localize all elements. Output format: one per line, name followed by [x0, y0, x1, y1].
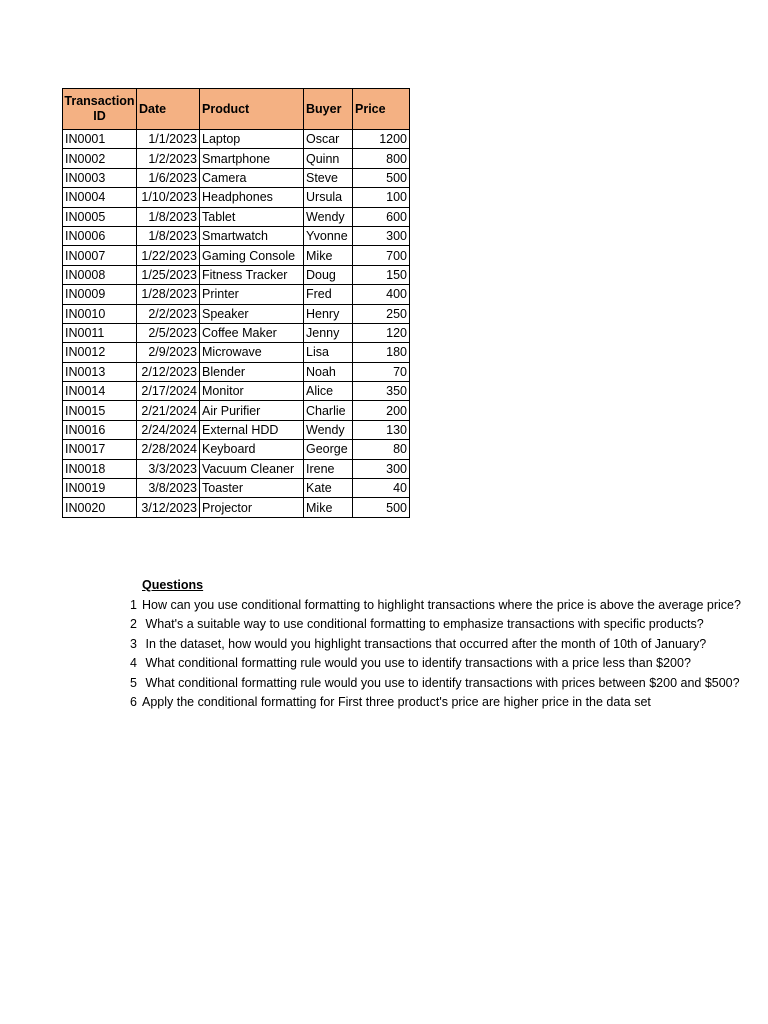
cell-product[interactable]: Vacuum Cleaner — [200, 459, 304, 478]
header-price[interactable]: Price — [353, 89, 410, 130]
cell-product[interactable]: Smartphone — [200, 149, 304, 168]
transactions-table — [62, 88, 410, 518]
cell-product[interactable]: Speaker — [200, 304, 304, 323]
cell-price[interactable]: 1200 — [353, 130, 410, 149]
table-row — [63, 420, 410, 439]
cell-buyer[interactable]: Alice — [304, 382, 353, 401]
cell-transaction-id[interactable]: IN0017 — [63, 440, 137, 459]
cell-price[interactable]: 120 — [353, 323, 410, 342]
cell-price[interactable]: 130 — [353, 420, 410, 439]
cell-price[interactable]: 400 — [353, 285, 410, 304]
questions-title[interactable]: Questions — [142, 578, 204, 592]
cell-buyer[interactable]: Jenny — [304, 323, 353, 342]
question-text[interactable]: How can you use conditional formatting to highlight transactions where the price is above the average price? — [142, 597, 741, 612]
question-text[interactable]: In the dataset, how would you highlight transactions that occurred after the month of 10th of January? — [142, 636, 707, 651]
table-row — [63, 479, 410, 498]
table-row — [63, 362, 410, 381]
cell-date[interactable]: 2/9/2023 — [137, 343, 200, 362]
table-row — [63, 459, 410, 478]
table-row — [63, 304, 410, 323]
cell-price[interactable]: 500 — [353, 168, 410, 187]
cell-buyer[interactable]: Quinn — [304, 149, 353, 168]
cell-buyer[interactable]: Fred — [304, 285, 353, 304]
cell-transaction-id[interactable]: IN0001 — [63, 130, 137, 149]
question-row — [130, 674, 740, 694]
cell-price[interactable]: 80 — [353, 440, 410, 459]
cell-product[interactable]: External HDD — [200, 420, 304, 439]
cell-transaction-id[interactable]: IN0009 — [63, 285, 137, 304]
table-row — [63, 382, 410, 401]
cell-price[interactable]: 500 — [353, 498, 410, 517]
cell-date[interactable]: 1/22/2023 — [137, 246, 200, 265]
question-list — [130, 596, 741, 713]
cell-product[interactable]: Tablet — [200, 207, 304, 226]
cell-price[interactable]: 40 — [353, 479, 410, 498]
question-text[interactable]: What conditional formatting rule would you use to identify transactions with prices between $200 and $500? — [142, 675, 740, 690]
cell-product[interactable]: Gaming Console — [200, 246, 304, 265]
cell-transaction-id[interactable]: IN0008 — [63, 265, 137, 284]
header-transaction-id[interactable]: TransactionID — [63, 89, 137, 130]
cell-buyer[interactable]: Mike — [304, 246, 353, 265]
question-text[interactable]: What's a suitable way to use conditional formatting to emphasize transactions with specific products? — [142, 617, 704, 631]
cell-product[interactable]: Blender — [200, 362, 304, 381]
table-row — [63, 401, 410, 420]
cell-buyer[interactable]: Steve — [304, 168, 353, 187]
cell-price[interactable]: 70 — [353, 362, 410, 381]
cell-date[interactable]: 1/8/2023 — [137, 226, 200, 245]
cell-date[interactable]: 1/6/2023 — [137, 168, 200, 187]
cell-transaction-id[interactable]: IN0005 — [63, 207, 137, 226]
cell-product[interactable]: Printer — [200, 285, 304, 304]
cell-price[interactable]: 150 — [353, 265, 410, 284]
cell-product[interactable]: Monitor — [200, 382, 304, 401]
table-row — [63, 207, 410, 226]
cell-product[interactable]: Laptop — [200, 130, 304, 149]
cell-buyer[interactable]: Doug — [304, 265, 353, 284]
cell-product[interactable]: Microwave — [200, 343, 304, 362]
cell-buyer[interactable]: Oscar — [304, 130, 353, 149]
cell-date[interactable]: 2/12/2023 — [137, 362, 200, 381]
cell-buyer[interactable]: Charlie — [304, 401, 353, 420]
cell-transaction-id[interactable]: IN0010 — [63, 304, 137, 323]
table-row — [63, 246, 410, 265]
table-row — [63, 226, 410, 245]
cell-date[interactable]: 2/5/2023 — [137, 323, 200, 342]
cell-transaction-id[interactable]: IN0002 — [63, 149, 137, 168]
cell-date[interactable]: 1/2/2023 — [137, 149, 200, 168]
cell-transaction-id[interactable]: IN0003 — [63, 168, 137, 187]
cell-transaction-id[interactable]: IN0014 — [63, 382, 137, 401]
cell-date[interactable]: 2/21/2024 — [137, 401, 200, 420]
question-row — [130, 596, 741, 616]
cell-date[interactable]: 2/17/2024 — [137, 382, 200, 401]
question-text[interactable]: What conditional formatting rule would you use to identify transactions with a price less than $200? — [142, 656, 691, 670]
cell-price[interactable]: 250 — [353, 304, 410, 323]
question-text[interactable]: Apply the conditional formatting for First three product's price are higher price in the data set — [142, 695, 651, 709]
cell-date[interactable]: 2/24/2024 — [137, 420, 200, 439]
cell-date[interactable]: 2/28/2024 — [137, 440, 200, 459]
table-row — [63, 285, 410, 304]
cell-product[interactable]: Keyboard — [200, 440, 304, 459]
cell-transaction-id[interactable]: IN0004 — [63, 188, 137, 207]
cell-date[interactable]: 3/3/2023 — [137, 459, 200, 478]
question-number[interactable]: 2 — [130, 617, 137, 631]
cell-transaction-id[interactable]: IN0015 — [63, 401, 137, 420]
header-product[interactable]: Product — [200, 89, 304, 130]
cell-transaction-id[interactable]: IN0012 — [63, 343, 137, 362]
table-row — [63, 498, 410, 517]
cell-price[interactable]: 180 — [353, 343, 410, 362]
header-date[interactable]: Date — [137, 89, 200, 130]
cell-transaction-id[interactable]: IN0016 — [63, 420, 137, 439]
cell-buyer[interactable]: Noah — [304, 362, 353, 381]
cell-date[interactable]: 3/8/2023 — [137, 479, 200, 498]
question-number[interactable]: 4 — [130, 656, 137, 670]
cell-transaction-id[interactable]: IN0019 — [63, 479, 137, 498]
cell-price[interactable]: 350 — [353, 382, 410, 401]
cell-buyer[interactable]: Kate — [304, 479, 353, 498]
cell-date[interactable]: 1/8/2023 — [137, 207, 200, 226]
question-number[interactable]: 1 — [130, 597, 137, 612]
cell-date[interactable]: 2/2/2023 — [137, 304, 200, 323]
cell-transaction-id[interactable]: IN0011 — [63, 323, 137, 342]
table-body — [63, 130, 410, 518]
cell-buyer[interactable]: Wendy — [304, 420, 353, 439]
cell-price[interactable]: 300 — [353, 459, 410, 478]
cell-price[interactable]: 100 — [353, 188, 410, 207]
question-row — [130, 654, 691, 674]
cell-price[interactable]: 200 — [353, 401, 410, 420]
cell-product[interactable]: Fitness Tracker — [200, 265, 304, 284]
question-row — [130, 635, 707, 655]
cell-date[interactable]: 1/28/2023 — [137, 285, 200, 304]
questions-section — [130, 576, 741, 713]
cell-price[interactable]: 800 — [353, 149, 410, 168]
cell-product[interactable]: Toaster — [200, 479, 304, 498]
header-buyer[interactable]: Buyer — [304, 89, 353, 130]
table-row — [63, 323, 410, 342]
question-number[interactable]: 5 — [130, 675, 137, 690]
table-row — [63, 168, 410, 187]
question-number[interactable]: 3 — [130, 636, 137, 651]
table-row — [63, 130, 410, 149]
cell-product[interactable]: Headphones — [200, 188, 304, 207]
table-row — [63, 343, 410, 362]
cell-date[interactable]: 3/12/2023 — [137, 498, 200, 517]
cell-buyer[interactable]: George — [304, 440, 353, 459]
table-row — [63, 149, 410, 168]
cell-transaction-id[interactable]: IN0006 — [63, 226, 137, 245]
cell-price[interactable]: 600 — [353, 207, 410, 226]
cell-buyer[interactable]: Ursula — [304, 188, 353, 207]
question-row — [130, 693, 672, 713]
cell-product[interactable]: Coffee Maker — [200, 323, 304, 342]
question-number[interactable]: 6 — [130, 695, 137, 709]
cell-price[interactable]: 300 — [353, 226, 410, 245]
cell-buyer[interactable]: Irene — [304, 459, 353, 478]
question-row — [130, 615, 704, 635]
cell-product[interactable]: Smartwatch — [200, 226, 304, 245]
cell-buyer[interactable]: Mike — [304, 498, 353, 517]
cell-transaction-id[interactable]: IN0018 — [63, 459, 137, 478]
cell-product[interactable]: Air Purifier — [200, 401, 304, 420]
cell-date[interactable]: 1/1/2023 — [137, 130, 200, 149]
cell-buyer[interactable]: Wendy — [304, 207, 353, 226]
cell-buyer[interactable]: Yvonne — [304, 226, 353, 245]
table-row — [63, 265, 410, 284]
cell-date[interactable]: 1/25/2023 — [137, 265, 200, 284]
header-row — [63, 89, 410, 130]
cell-buyer[interactable]: Henry — [304, 304, 353, 323]
cell-transaction-id[interactable]: IN0007 — [63, 246, 137, 265]
table-row — [63, 188, 410, 207]
cell-transaction-id[interactable]: IN0020 — [63, 498, 137, 517]
cell-price[interactable]: 700 — [353, 246, 410, 265]
cell-transaction-id[interactable]: IN0013 — [63, 362, 137, 381]
cell-product[interactable]: Camera — [200, 168, 304, 187]
cell-date[interactable]: 1/10/2023 — [137, 188, 200, 207]
cell-buyer[interactable]: Lisa — [304, 343, 353, 362]
table-row — [63, 440, 410, 459]
cell-product[interactable]: Projector — [200, 498, 304, 517]
